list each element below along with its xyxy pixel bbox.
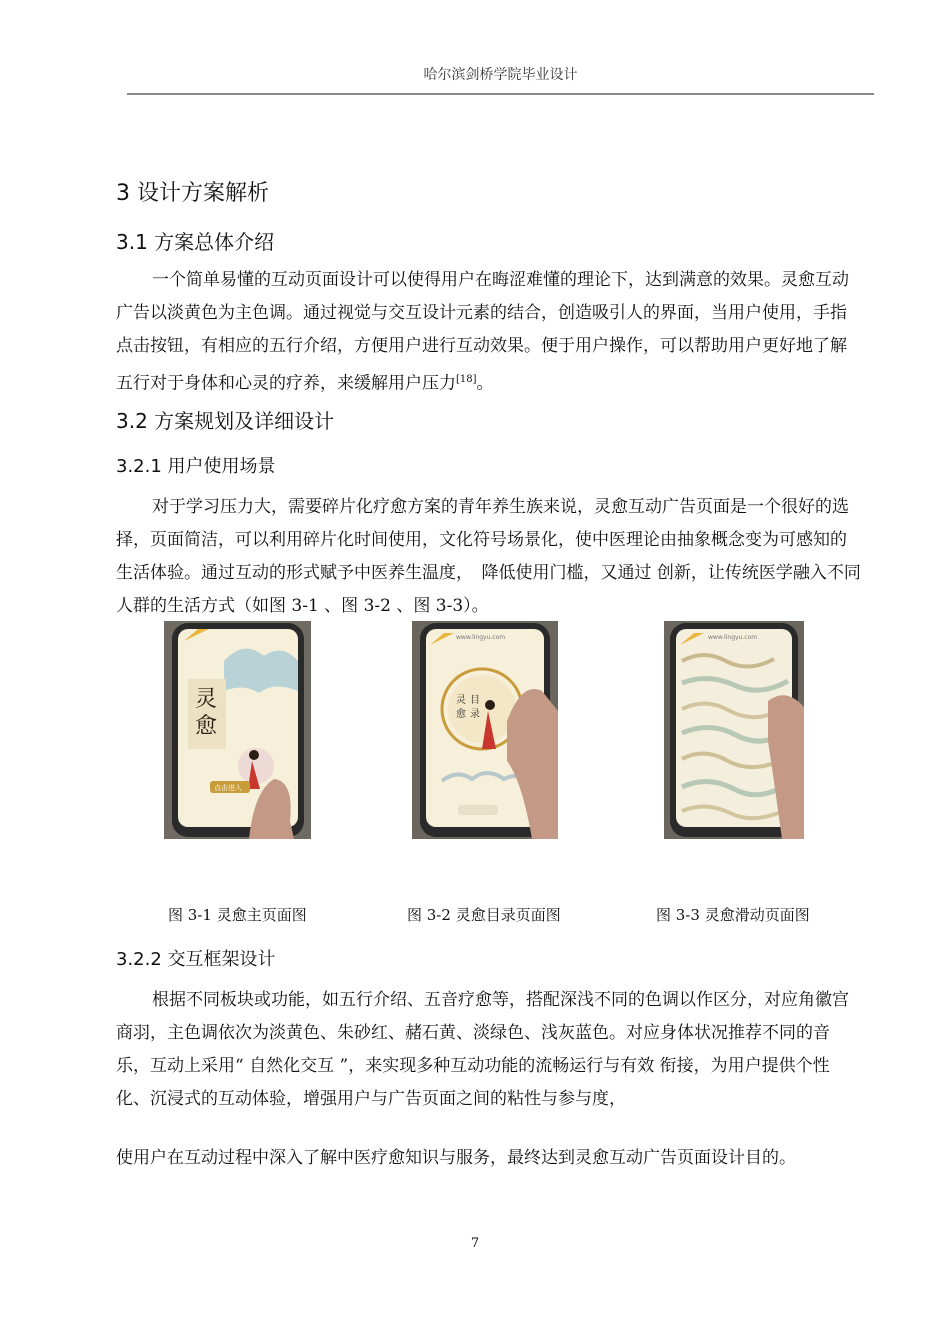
figure-3-3-caption: 图 3-3 灵愈滑动页面图	[656, 906, 810, 924]
fig1-enter-button: 点击进入	[214, 784, 242, 792]
paragraph-3-1	[116, 264, 861, 401]
page-number: 7	[470, 1236, 480, 1251]
fig2-menu-char-3: 目	[470, 695, 480, 706]
fig1-title-char-2: 愈	[195, 714, 218, 739]
fig2-menu-char-1: 灵	[456, 695, 466, 706]
running-header: 哈尔滨剑桥学院毕业设计	[423, 67, 578, 83]
fig1-title-char-1: 灵	[195, 687, 218, 712]
paragraph-3-1-text: 一个简单易懂的互动页面设计可以使得用户在晦涩难懂的理论下，达到满意的效果。灵愈互动广告以淡黄色为主色调。通过视觉与交互设计元素的结合，创造吸引人的界面，当用户使用，手指点击按钮，有相应的五行介绍，方便用户进行互动效果。便于用户操作，可以帮助用户更好地了解五行对于身体和心灵的疗养，来缓解用户压力	[116, 270, 849, 394]
paragraph-3-2-2-continued: 使用户在互动过程中深入了解中医疗愈知识与服务，最终达到灵愈互动广告页面设计目的。	[116, 1148, 796, 1168]
figure-3-2-image	[412, 621, 558, 839]
fig2-menu-char-4: 录	[470, 709, 480, 720]
paragraph-3-2-1: 对于学习压力大，需要碎片化疗愈方案的青年养生族来说，灵愈互动广告页面是一个很好的选择，页面简洁，可以利用碎片化时间使用，文化符号场景化，使中医理论由抽象概念变为可感知的生活体验。通过互动的形式赋予中医养生温度， 降低使用门槛，又通过 创新，让传统医学融入不同人群的生活方式（如图 3-1 、图 3-2 、图 3-3）。	[116, 497, 861, 616]
subsection-heading-3-2-2: 3.2.2 交互框架设计	[116, 949, 276, 970]
chapter-heading: 3 设计方案解析	[116, 181, 269, 206]
phone-photo-scroll	[664, 621, 804, 839]
phone-photo-catalog	[412, 621, 558, 839]
figure-3-1-image	[164, 621, 311, 839]
fig2-menu-char-2: 愈	[456, 709, 466, 720]
paragraph-3-1-end: 。	[476, 373, 494, 394]
subsection-heading-3-2-1: 3.2.1 用户使用场景	[116, 456, 276, 477]
fig2-url: www.lingyu.com	[456, 634, 506, 641]
header-rule	[127, 93, 874, 95]
phone-photo-main	[164, 621, 311, 839]
paragraph-3-2-2: 根据不同板块或功能，如五行介绍、五音疗愈等，搭配深浅不同的色调以作区分，对应角徽宫商羽，主色调依次为淡黄色、朱砂红、赭石黄、淡绿色、浅灰蓝色。对应身体状况推荐不同的音乐，互动上采用“ 自然化交互 ”，来实现多种互动功能的流畅运行与有效 衔接，为用户提供个性化、沉浸式的互动体验，增强用户与广告页面之间的粘性与参与度，	[116, 990, 849, 1109]
section-heading-3-2: 3.2 方案规划及详细设计	[116, 409, 335, 433]
citation-18: [18]	[456, 374, 477, 385]
figure-3-2-caption: 图 3-2 灵愈目录页面图	[407, 906, 561, 924]
figure-3-1-caption: 图 3-1 灵愈主页面图	[168, 906, 307, 924]
figure-3-3-image	[664, 621, 804, 839]
fig3-url: www.lingyu.com	[708, 634, 758, 641]
section-heading-3-1: 3.1 方案总体介绍	[116, 230, 275, 254]
